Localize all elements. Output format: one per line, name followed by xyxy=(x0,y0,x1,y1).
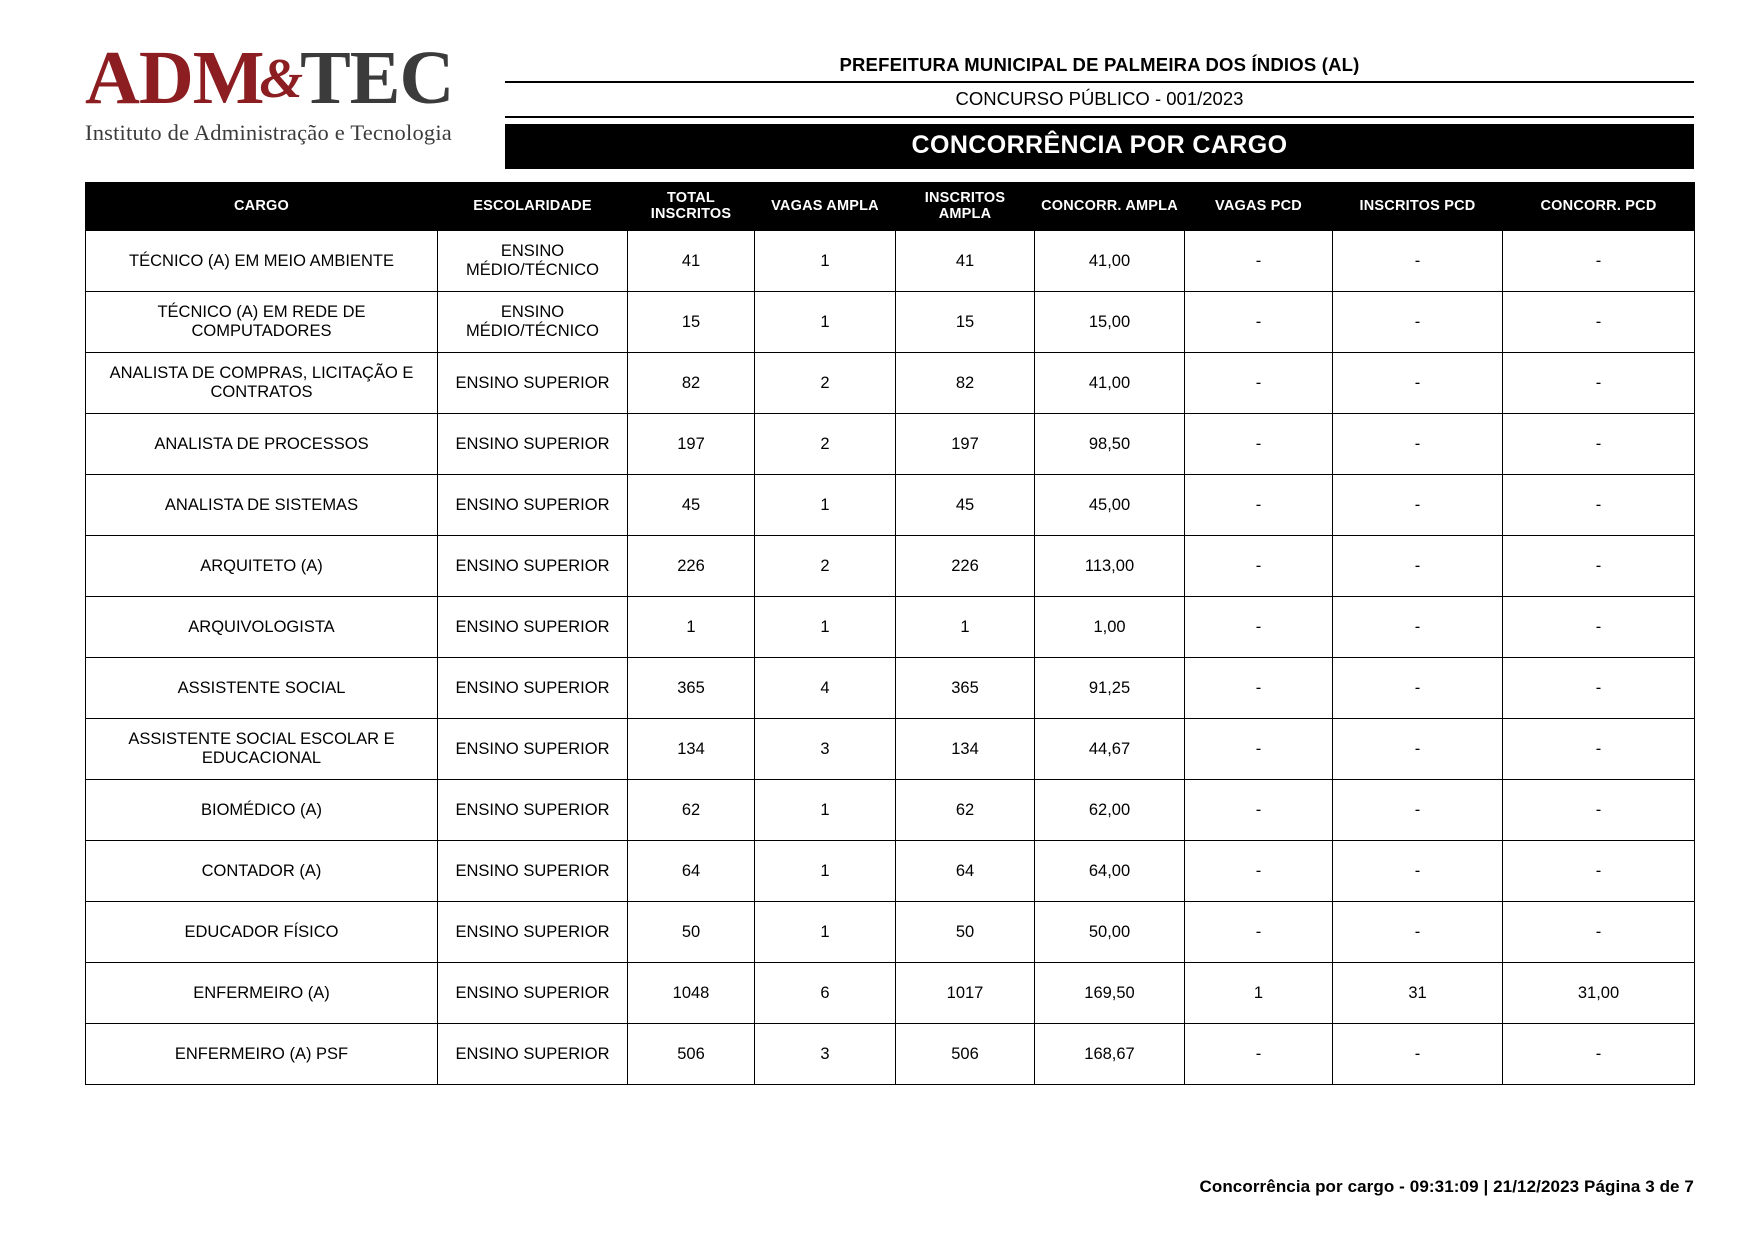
cell-escolaridade: ENSINO SUPERIOR xyxy=(438,353,628,414)
logo-adm-text: ADM xyxy=(85,36,264,120)
table-row xyxy=(86,475,1695,536)
cell-vagas-ampla: 1 xyxy=(755,231,896,292)
logo-subtitle: Instituto de Administração e Tecnologia xyxy=(85,119,452,145)
cell-vagas-pcd: - xyxy=(1185,597,1333,658)
cell-cargo: ANALISTA DE SISTEMAS xyxy=(86,475,438,536)
cell-escolaridade: ENSINO SUPERIOR xyxy=(438,658,628,719)
cell-total-inscritos: 197 xyxy=(628,414,755,475)
cell-inscritos-ampla: 50 xyxy=(896,902,1035,963)
cell-concorr-pcd: - xyxy=(1503,536,1695,597)
table-row xyxy=(86,414,1695,475)
cell-vagas-pcd: - xyxy=(1185,719,1333,780)
cell-cargo: TÉCNICO (A) EM MEIO AMBIENTE xyxy=(86,231,438,292)
cell-concorr-pcd: - xyxy=(1503,292,1695,353)
cell-cargo: ARQUIVOLOGISTA xyxy=(86,597,438,658)
cell-concorr-ampla: 44,67 xyxy=(1035,719,1185,780)
cell-total-inscritos: 1 xyxy=(628,597,755,658)
cell-total-inscritos: 1048 xyxy=(628,963,755,1024)
col-header-concorr-ampla: CONCORR. AMPLA xyxy=(1035,183,1185,231)
cell-inscritos-ampla: 506 xyxy=(896,1024,1035,1085)
cell-inscritos-pcd: - xyxy=(1333,414,1503,475)
cell-concorr-ampla: 64,00 xyxy=(1035,841,1185,902)
cell-inscritos-pcd: 31 xyxy=(1333,963,1503,1024)
logo-ampersand: & xyxy=(259,48,303,110)
cell-total-inscritos: 62 xyxy=(628,780,755,841)
cell-vagas-ampla: 2 xyxy=(755,414,896,475)
cell-vagas-ampla: 1 xyxy=(755,292,896,353)
cell-concorr-pcd: - xyxy=(1503,231,1695,292)
cell-inscritos-pcd: - xyxy=(1333,292,1503,353)
cell-vagas-ampla: 1 xyxy=(755,902,896,963)
cell-cargo: ANALISTA DE COMPRAS, LICITAÇÃO E CONTRATOS xyxy=(86,353,438,414)
cell-concorr-pcd: - xyxy=(1503,414,1695,475)
cell-escolaridade: ENSINO SUPERIOR xyxy=(438,841,628,902)
cell-concorr-pcd: 31,00 xyxy=(1503,963,1695,1024)
cell-escolaridade: ENSINO SUPERIOR xyxy=(438,780,628,841)
cell-total-inscritos: 64 xyxy=(628,841,755,902)
logo-tec-text: TEC xyxy=(300,36,454,120)
cell-vagas-pcd: - xyxy=(1185,902,1333,963)
col-header-total-inscritos: TOTAL INSCRITOS xyxy=(628,183,755,231)
cell-concorr-ampla: 168,67 xyxy=(1035,1024,1185,1085)
cell-total-inscritos: 506 xyxy=(628,1024,755,1085)
cell-concorr-pcd: - xyxy=(1503,658,1695,719)
table-body xyxy=(86,231,1695,1085)
report-title-banner: CONCORRÊNCIA POR CARGO xyxy=(505,124,1694,169)
cell-cargo: ASSISTENTE SOCIAL ESCOLAR E EDUCACIONAL xyxy=(86,719,438,780)
cell-vagas-pcd: - xyxy=(1185,536,1333,597)
cell-inscritos-ampla: 197 xyxy=(896,414,1035,475)
admtec-logo xyxy=(85,36,505,146)
cell-inscritos-ampla: 134 xyxy=(896,719,1035,780)
cell-concorr-ampla: 98,50 xyxy=(1035,414,1185,475)
cell-concorr-ampla: 62,00 xyxy=(1035,780,1185,841)
cell-concorr-ampla: 1,00 xyxy=(1035,597,1185,658)
cell-concorr-pcd: - xyxy=(1503,353,1695,414)
col-header-vagas-ampla: VAGAS AMPLA xyxy=(755,183,896,231)
cell-cargo: ASSISTENTE SOCIAL xyxy=(86,658,438,719)
cell-inscritos-ampla: 82 xyxy=(896,353,1035,414)
table-row xyxy=(86,963,1695,1024)
cell-vagas-pcd: - xyxy=(1185,475,1333,536)
col-header-escolaridade: ESCOLARIDADE xyxy=(438,183,628,231)
table-row xyxy=(86,231,1695,292)
cell-vagas-pcd: - xyxy=(1185,658,1333,719)
cell-concorr-ampla: 113,00 xyxy=(1035,536,1185,597)
cell-escolaridade: ENSINO SUPERIOR xyxy=(438,963,628,1024)
cell-cargo: ARQUITETO (A) xyxy=(86,536,438,597)
cell-inscritos-ampla: 64 xyxy=(896,841,1035,902)
cell-inscritos-ampla: 15 xyxy=(896,292,1035,353)
cell-total-inscritos: 41 xyxy=(628,231,755,292)
table-row xyxy=(86,1024,1695,1085)
cell-cargo: BIOMÉDICO (A) xyxy=(86,780,438,841)
cell-total-inscritos: 50 xyxy=(628,902,755,963)
cell-vagas-pcd: - xyxy=(1185,780,1333,841)
cell-vagas-pcd: - xyxy=(1185,414,1333,475)
cell-cargo: ANALISTA DE PROCESSOS xyxy=(86,414,438,475)
cell-concorr-ampla: 41,00 xyxy=(1035,231,1185,292)
cell-vagas-ampla: 1 xyxy=(755,597,896,658)
cell-concorr-pcd: - xyxy=(1503,841,1695,902)
table-row xyxy=(86,353,1695,414)
col-header-cargo: CARGO xyxy=(86,183,438,231)
cell-vagas-ampla: 6 xyxy=(755,963,896,1024)
cell-vagas-ampla: 4 xyxy=(755,658,896,719)
page-footer: Concorrência por cargo - 09:31:09 | 21/12/2023 Página 3 de 7 xyxy=(1199,1177,1694,1196)
cell-concorr-ampla: 15,00 xyxy=(1035,292,1185,353)
cell-escolaridade: ENSINO SUPERIOR xyxy=(438,597,628,658)
cell-inscritos-ampla: 365 xyxy=(896,658,1035,719)
cell-concorr-pcd: - xyxy=(1503,780,1695,841)
table-row xyxy=(86,292,1695,353)
cell-escolaridade: ENSINO SUPERIOR xyxy=(438,536,628,597)
cell-inscritos-ampla: 45 xyxy=(896,475,1035,536)
organization-name: PREFEITURA MUNICIPAL DE PALMEIRA DOS ÍNDIOS (AL) xyxy=(505,54,1694,83)
table-row xyxy=(86,536,1695,597)
cell-total-inscritos: 365 xyxy=(628,658,755,719)
cell-inscritos-pcd: - xyxy=(1333,658,1503,719)
cell-inscritos-pcd: - xyxy=(1333,780,1503,841)
cell-inscritos-pcd: - xyxy=(1333,353,1503,414)
table-row xyxy=(86,719,1695,780)
contest-reference: CONCURSO PÚBLICO - 001/2023 xyxy=(505,83,1694,118)
table-row xyxy=(86,902,1695,963)
cell-inscritos-pcd: - xyxy=(1333,597,1503,658)
cell-concorr-ampla: 91,25 xyxy=(1035,658,1185,719)
table-row xyxy=(86,658,1695,719)
cell-inscritos-ampla: 1 xyxy=(896,597,1035,658)
cell-concorr-pcd: - xyxy=(1503,902,1695,963)
cell-escolaridade: ENSINO SUPERIOR xyxy=(438,902,628,963)
cell-cargo: TÉCNICO (A) EM REDE DE COMPUTADORES xyxy=(86,292,438,353)
cell-inscritos-pcd: - xyxy=(1333,475,1503,536)
cell-total-inscritos: 15 xyxy=(628,292,755,353)
cell-total-inscritos: 82 xyxy=(628,353,755,414)
cell-vagas-pcd: - xyxy=(1185,292,1333,353)
table-row xyxy=(86,597,1695,658)
col-header-inscritos-pcd: INSCRITOS PCD xyxy=(1333,183,1503,231)
cell-escolaridade: ENSINO SUPERIOR xyxy=(438,475,628,536)
cell-vagas-ampla: 1 xyxy=(755,780,896,841)
cell-escolaridade: ENSINO SUPERIOR xyxy=(438,414,628,475)
cell-escolaridade: ENSINO SUPERIOR xyxy=(438,1024,628,1085)
cell-total-inscritos: 134 xyxy=(628,719,755,780)
cell-escolaridade: ENSINO SUPERIOR xyxy=(438,719,628,780)
cell-inscritos-pcd: - xyxy=(1333,902,1503,963)
cell-concorr-ampla: 45,00 xyxy=(1035,475,1185,536)
table-container xyxy=(0,130,1754,1085)
cell-inscritos-pcd: - xyxy=(1333,719,1503,780)
cell-cargo: EDUCADOR FÍSICO xyxy=(86,902,438,963)
cell-vagas-pcd: - xyxy=(1185,353,1333,414)
header-title-block xyxy=(505,44,1694,169)
cell-cargo: ENFERMEIRO (A) PSF xyxy=(86,1024,438,1085)
cell-concorr-pcd: - xyxy=(1503,597,1695,658)
cell-vagas-pcd: - xyxy=(1185,1024,1333,1085)
cell-inscritos-ampla: 62 xyxy=(896,780,1035,841)
cell-inscritos-pcd: - xyxy=(1333,231,1503,292)
cell-inscritos-ampla: 1017 xyxy=(896,963,1035,1024)
col-header-concorr-pcd: CONCORR. PCD xyxy=(1503,183,1695,231)
cell-total-inscritos: 45 xyxy=(628,475,755,536)
cell-concorr-ampla: 50,00 xyxy=(1035,902,1185,963)
cell-vagas-pcd: - xyxy=(1185,231,1333,292)
cell-vagas-ampla: 3 xyxy=(755,719,896,780)
cell-concorr-ampla: 169,50 xyxy=(1035,963,1185,1024)
cell-vagas-ampla: 1 xyxy=(755,475,896,536)
cell-vagas-ampla: 1 xyxy=(755,841,896,902)
logo-wordmark xyxy=(85,36,505,120)
table-header-row xyxy=(86,183,1695,231)
document-header xyxy=(0,0,1754,159)
cell-concorr-pcd: - xyxy=(1503,719,1695,780)
cell-total-inscritos: 226 xyxy=(628,536,755,597)
table-row xyxy=(86,841,1695,902)
cell-inscritos-pcd: - xyxy=(1333,536,1503,597)
col-header-vagas-pcd: VAGAS PCD xyxy=(1185,183,1333,231)
cell-vagas-pcd: 1 xyxy=(1185,963,1333,1024)
cell-inscritos-ampla: 41 xyxy=(896,231,1035,292)
cell-cargo: CONTADOR (A) xyxy=(86,841,438,902)
cell-concorr-ampla: 41,00 xyxy=(1035,353,1185,414)
cell-inscritos-pcd: - xyxy=(1333,841,1503,902)
cell-inscritos-pcd: - xyxy=(1333,1024,1503,1085)
cell-escolaridade: ENSINO MÉDIO/TÉCNICO xyxy=(438,231,628,292)
concorrencia-table xyxy=(85,182,1695,1085)
cell-escolaridade: ENSINO MÉDIO/TÉCNICO xyxy=(438,292,628,353)
cell-concorr-pcd: - xyxy=(1503,475,1695,536)
cell-concorr-pcd: - xyxy=(1503,1024,1695,1085)
cell-vagas-ampla: 2 xyxy=(755,536,896,597)
cell-vagas-pcd: - xyxy=(1185,841,1333,902)
table-row xyxy=(86,780,1695,841)
cell-vagas-ampla: 2 xyxy=(755,353,896,414)
col-header-inscritos-ampla: INSCRITOS AMPLA xyxy=(896,183,1035,231)
cell-cargo: ENFERMEIRO (A) xyxy=(86,963,438,1024)
cell-inscritos-ampla: 226 xyxy=(896,536,1035,597)
cell-vagas-ampla: 3 xyxy=(755,1024,896,1085)
